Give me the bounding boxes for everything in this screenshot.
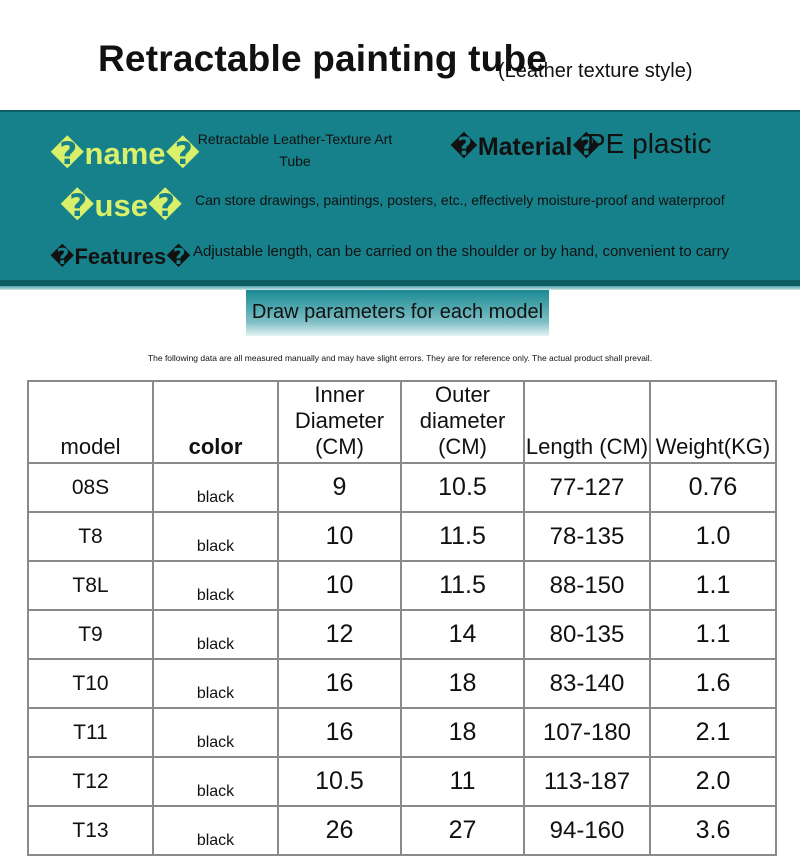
cell-weight: 1.6 bbox=[650, 659, 776, 708]
section-title: Draw parameters for each model bbox=[246, 290, 549, 336]
header-outer-diameter: Outer diameter (CM) bbox=[401, 381, 524, 463]
table-header-row bbox=[28, 381, 776, 463]
cell-inner-diameter: 16 bbox=[278, 708, 401, 757]
table-row bbox=[28, 659, 776, 708]
cell-color: black bbox=[153, 610, 278, 659]
cell-inner-diameter: 10.5 bbox=[278, 757, 401, 806]
cell-weight: 2.1 bbox=[650, 708, 776, 757]
page-title: Retractable painting tube bbox=[98, 38, 548, 79]
cell-model: T12 bbox=[28, 757, 153, 806]
material-value: PE plastic bbox=[587, 128, 712, 159]
cell-length: 77-127 bbox=[524, 463, 650, 512]
cell-model: T8 bbox=[28, 512, 153, 561]
cell-outer-diameter: 14 bbox=[401, 610, 524, 659]
table-row bbox=[28, 806, 776, 855]
cell-color: black bbox=[153, 806, 278, 855]
cell-inner-diameter: 26 bbox=[278, 806, 401, 855]
cell-length: 83-140 bbox=[524, 659, 650, 708]
cell-model: T11 bbox=[28, 708, 153, 757]
material-label: �Material� bbox=[450, 133, 601, 161]
page-subtitle: (Leather texture style) bbox=[498, 60, 693, 82]
cell-weight: 1.0 bbox=[650, 512, 776, 561]
use-label: �use� bbox=[60, 188, 183, 223]
cell-weight: 0.76 bbox=[650, 463, 776, 512]
disclaimer-note: The following data are all measured manually and may have slight errors. They are for reference only. The actual product shall prevail. bbox=[147, 353, 653, 363]
cell-color: black bbox=[153, 512, 278, 561]
cell-color: black bbox=[153, 463, 278, 512]
cell-inner-diameter: 16 bbox=[278, 659, 401, 708]
cell-weight: 1.1 bbox=[650, 561, 776, 610]
table-row bbox=[28, 708, 776, 757]
cell-outer-diameter: 11.5 bbox=[401, 561, 524, 610]
title-area bbox=[0, 0, 800, 110]
cell-outer-diameter: 27 bbox=[401, 806, 524, 855]
cell-length: 88-150 bbox=[524, 561, 650, 610]
cell-outer-diameter: 10.5 bbox=[401, 463, 524, 512]
name-value: Retractable Leather-Texture Art Tube bbox=[197, 131, 393, 169]
table-row bbox=[28, 561, 776, 610]
cell-color: black bbox=[153, 757, 278, 806]
cell-weight: 3.6 bbox=[650, 806, 776, 855]
cell-inner-diameter: 9 bbox=[278, 463, 401, 512]
cell-color: black bbox=[153, 561, 278, 610]
cell-length: 78-135 bbox=[524, 512, 650, 561]
header-length: Length (CM) bbox=[524, 381, 650, 463]
cell-length: 107-180 bbox=[524, 708, 650, 757]
header-inner-diameter: Inner Diameter (CM) bbox=[278, 381, 401, 463]
specs-table bbox=[27, 380, 777, 856]
cell-outer-diameter: 11.5 bbox=[401, 512, 524, 561]
table-row bbox=[28, 757, 776, 806]
cell-model: T10 bbox=[28, 659, 153, 708]
cell-length: 94-160 bbox=[524, 806, 650, 855]
cell-length: 80-135 bbox=[524, 610, 650, 659]
cell-model: T13 bbox=[28, 806, 153, 855]
cell-weight: 1.1 bbox=[650, 610, 776, 659]
header-color: color bbox=[153, 381, 278, 463]
header-weight: Weight(KG) bbox=[650, 381, 776, 463]
table-row bbox=[28, 512, 776, 561]
cell-inner-diameter: 12 bbox=[278, 610, 401, 659]
cell-outer-diameter: 11 bbox=[401, 757, 524, 806]
info-band bbox=[0, 110, 800, 286]
cell-outer-diameter: 18 bbox=[401, 659, 524, 708]
use-value: Can store drawings, paintings, posters, etc., effectively moisture-proof and waterproof bbox=[195, 192, 725, 208]
table-row bbox=[28, 610, 776, 659]
header-model: model bbox=[28, 381, 153, 463]
features-label: �Features� bbox=[50, 244, 191, 269]
cell-inner-diameter: 10 bbox=[278, 512, 401, 561]
cell-length: 113-187 bbox=[524, 757, 650, 806]
cell-color: black bbox=[153, 659, 278, 708]
cell-model: 08S bbox=[28, 463, 153, 512]
cell-model: T8L bbox=[28, 561, 153, 610]
features-value: Adjustable length, can be carried on the shoulder or by hand, convenient to carry bbox=[193, 243, 730, 260]
cell-inner-diameter: 10 bbox=[278, 561, 401, 610]
cell-weight: 2.0 bbox=[650, 757, 776, 806]
cell-model: T9 bbox=[28, 610, 153, 659]
cell-outer-diameter: 18 bbox=[401, 708, 524, 757]
table-row bbox=[28, 463, 776, 512]
cell-color: black bbox=[153, 708, 278, 757]
name-label: �name� bbox=[50, 136, 201, 171]
